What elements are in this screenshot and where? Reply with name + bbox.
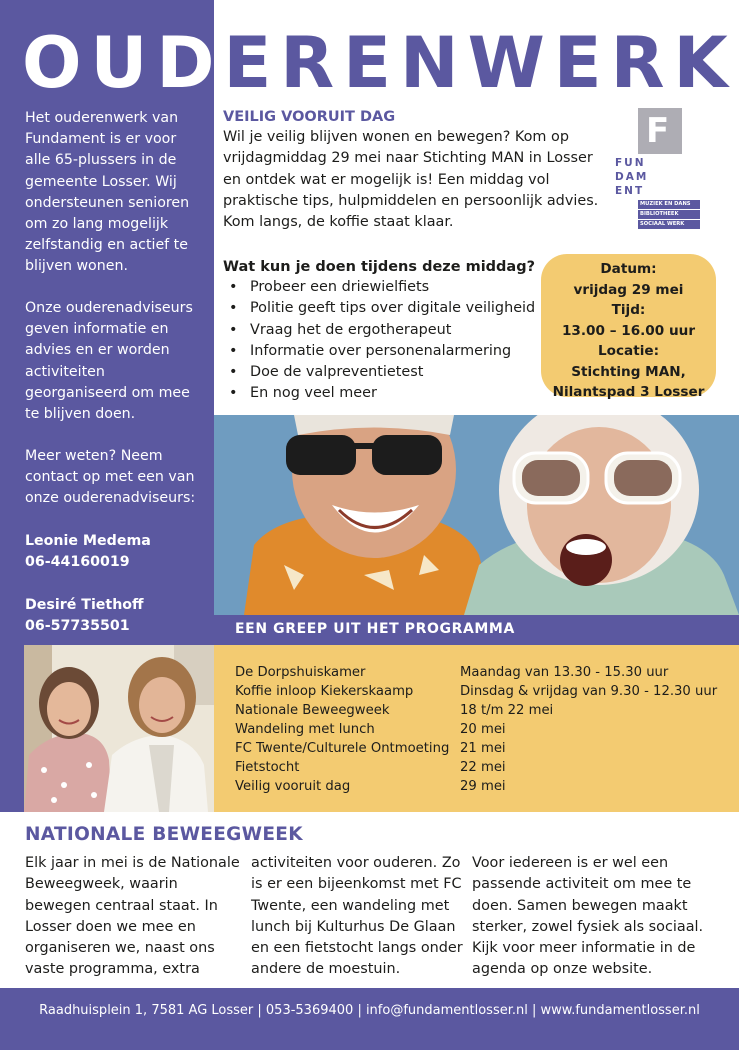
program-when: 22 mei (460, 760, 506, 775)
table-row (235, 739, 506, 758)
location-line-2: Nilantspad 3 Losser (552, 384, 705, 400)
beweegweek-column-2: activiteiten voor ouderen. Zo is er een bijeenkomst met FC Twente, een wandeling met lunch bij Kulturhus De Glaan en een fietstocht langs onder andere de moestuin. (251, 855, 463, 978)
program-name: Koffie inloop Kiekerskaamp (235, 684, 414, 699)
logo-tag: BIBLIOTHEEK (638, 210, 700, 219)
advisors-photo (24, 645, 214, 812)
program-heading: EEN GREEP UIT HET PROGRAMMA (235, 621, 515, 637)
activities-heading: Wat kun je doen tijdens deze middag? (223, 259, 536, 275)
table-row (235, 682, 718, 701)
list-item: • Probeer een driewielfiets (223, 277, 543, 298)
contact-2 (25, 595, 205, 637)
contact-1 (25, 531, 205, 573)
program-when: 29 mei (460, 779, 506, 794)
footer (0, 988, 739, 1050)
advisors-photo-illustration (24, 645, 214, 812)
fundament-logo (613, 108, 705, 233)
page-title (22, 18, 737, 108)
title-part-white: OUD (22, 22, 224, 104)
program-name: Nationale Beweegweek (235, 703, 390, 718)
logo-tags (638, 200, 700, 230)
table-row (235, 758, 506, 777)
logo-word: FUN (615, 157, 646, 169)
program-name: Wandeling met lunch (235, 722, 375, 737)
footer-contact: Raadhuisplein 1, 7581 AG Losser | 053-5369400 | info@fundamentlosser.nl | www.fundamentlosser.nl (39, 1003, 700, 1018)
activities-list (223, 277, 543, 405)
sidebar-advisors: Onze ouderenadviseurs geven informatie en advies en er worden activiteiten georganiseerd om mee te blijven doen. (25, 300, 193, 423)
contact-name: Desiré Tiethoff (25, 597, 144, 613)
logo-word: ENT (615, 185, 645, 197)
table-row (235, 663, 669, 682)
program-when: 20 mei (460, 722, 506, 737)
program-when: 18 t/m 22 mei (460, 703, 554, 718)
logo-tag: SOCIAAL WERK (638, 220, 700, 229)
event-details-box (541, 254, 716, 400)
table-row (235, 701, 554, 720)
logo-wordmark (615, 156, 648, 198)
list-item: • Doe de valpreventietest (223, 362, 543, 383)
event-body: Wil je veilig blijven wonen en bewegen? Kom op vrijdagmiddag 29 mei naar Stichting MAN in Losser en ontdek wat er mogelijk is! Een middag vol praktische tips, hulpmiddelen en persoonlijk advies. Kom langs, de koffie staat klaar. (223, 129, 599, 231)
location-label: Locatie: (597, 343, 660, 359)
contact-name: Leonie Medema (25, 533, 151, 549)
list-item: • Politie geeft tips over digitale veiligheid (223, 298, 543, 319)
sidebar-intro: Het ouderenwerk van Fundament is er voor alle 65-plussers in de gemeente Losser. Wij ondersteunen senioren om zo lang mogelijk zelfstandig en actief te blijven wonen. (25, 110, 190, 275)
program-when: Maandag van 13.30 - 15.30 uur (460, 665, 669, 680)
logo-tag: MUZIEK EN DANS (638, 200, 700, 209)
list-item: • Informatie over personenalarmering (223, 341, 543, 362)
date-value: vrijdag 29 mei (573, 281, 684, 298)
seniors-photo (214, 415, 739, 615)
event-heading: VEILIG VOORUIT DAG (223, 109, 396, 125)
contact-phone[interactable]: 06-57735501 (25, 618, 130, 635)
program-table (214, 645, 739, 812)
date-label: Datum: (600, 261, 657, 277)
logo-letter: F (646, 111, 670, 151)
sidebar-contact: Meer weten? Neem contact op met een van onze ouderenadviseurs: (25, 448, 196, 507)
event-intro (223, 108, 603, 233)
time-label: Tijd: (611, 302, 646, 318)
seniors-photo-illustration (214, 415, 739, 615)
list-item: • Vraag het de ergotherapeut (223, 320, 543, 341)
program-when: 21 mei (460, 741, 506, 756)
contact-phone[interactable]: 06-44160019 (25, 554, 130, 571)
beweegweek-column-1: Elk jaar in mei is de Nationale Beweegweek, waarin bewegen centraal staat. In Losser doen we mee en organiseren we, naast ons vaste programma, extra (25, 855, 240, 978)
logo-mark (638, 108, 682, 154)
program-name: Fietstocht (235, 760, 300, 775)
logo-word: DAM (615, 171, 649, 183)
program-when: Dinsdag & vrijdag van 9.30 - 12.30 uur (460, 684, 718, 699)
program-name: De Dorpshuiskamer (235, 665, 366, 680)
table-row (235, 777, 506, 796)
time-value: 13.00 – 16.00 uur (561, 322, 696, 339)
beweegweek-heading: NATIONALE BEWEEGWEEK (25, 824, 303, 845)
activities-block (223, 257, 543, 405)
table-row (235, 720, 506, 739)
title-part-purple: ERENWERK (223, 22, 737, 104)
program-band (214, 615, 739, 645)
beweegweek-column-3: Voor iedereen is er wel een passende activiteit om mee te doen. Samen bewegen maakt sterker, zowel fysiek als sociaal. Kijk voor meer informatie in de agenda op onze website. (472, 855, 704, 978)
program-name: Veilig vooruit dag (235, 779, 351, 794)
location-line-1: Stichting MAN, (571, 363, 686, 380)
list-item: • En nog veel meer (223, 383, 543, 404)
program-name: FC Twente/Culturele Ontmoeting (235, 741, 450, 756)
